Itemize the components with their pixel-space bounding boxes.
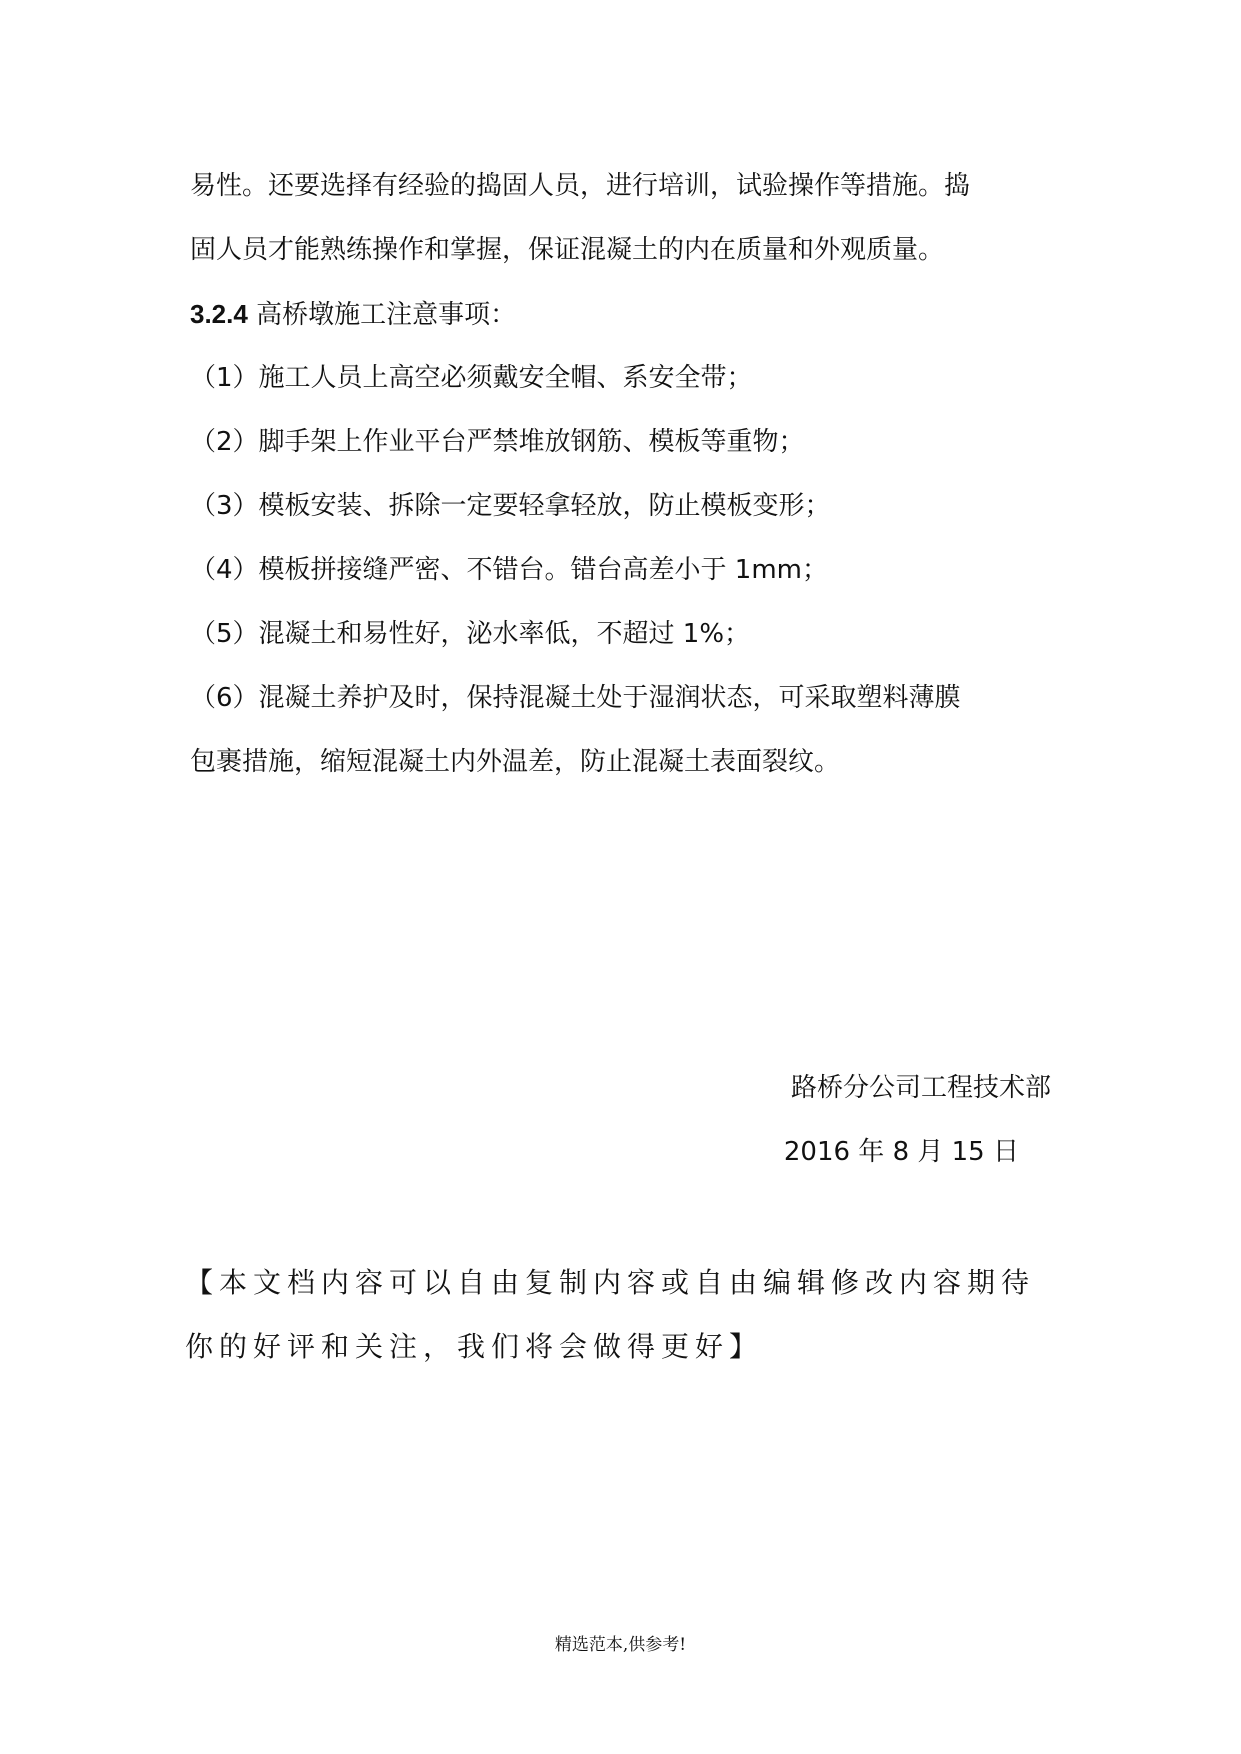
list-item-continuation: 包裹措施，缩短混凝土内外温差，防止混凝土表面裂纹。 (190, 747, 841, 777)
page-footer: 精选范本,供参考! (554, 1635, 687, 1655)
section-title: 高桥墩施工注意事项： (256, 300, 517, 330)
list-item: （1）施工人员上高空必须戴安全帽、系安全带； (190, 363, 753, 393)
list-item: （6）混凝土养护及时，保持混凝土处于湿润状态，可采取塑料薄膜 (190, 683, 961, 713)
signature-department: 路桥分公司工程技术部 (790, 1073, 1051, 1103)
list-item: （2）脚手架上作业平台严禁堆放钢筋、模板等重物； (190, 427, 805, 457)
section-heading (190, 298, 516, 331)
paragraph-line: 易性。还要选择有经验的捣固人员，进行培训，试验操作等措施。捣 (190, 171, 971, 201)
signature-date: 2016 年 8 月 15 日 (783, 1137, 1019, 1167)
notice-line: 你的好评和关注，我们将会做得更好】 (185, 1330, 764, 1363)
paragraph-line: 固人员才能熟练操作和掌握，保证混凝土的内在质量和外观质量。 (190, 235, 945, 265)
list-item: （5）混凝土和易性好，泌水率低，不超过 1%； (190, 619, 751, 649)
list-item: （3）模板安装、拆除一定要轻拿轻放，防止模板变形； (190, 491, 831, 521)
list-item: （4）模板拼接缝严密、不错台。错台高差小于 1mm； (190, 555, 829, 585)
notice-line: 【本文档内容可以自由复制内容或自由编辑修改内容期待 (185, 1266, 1036, 1299)
section-number: 3.2.4 (190, 299, 248, 329)
